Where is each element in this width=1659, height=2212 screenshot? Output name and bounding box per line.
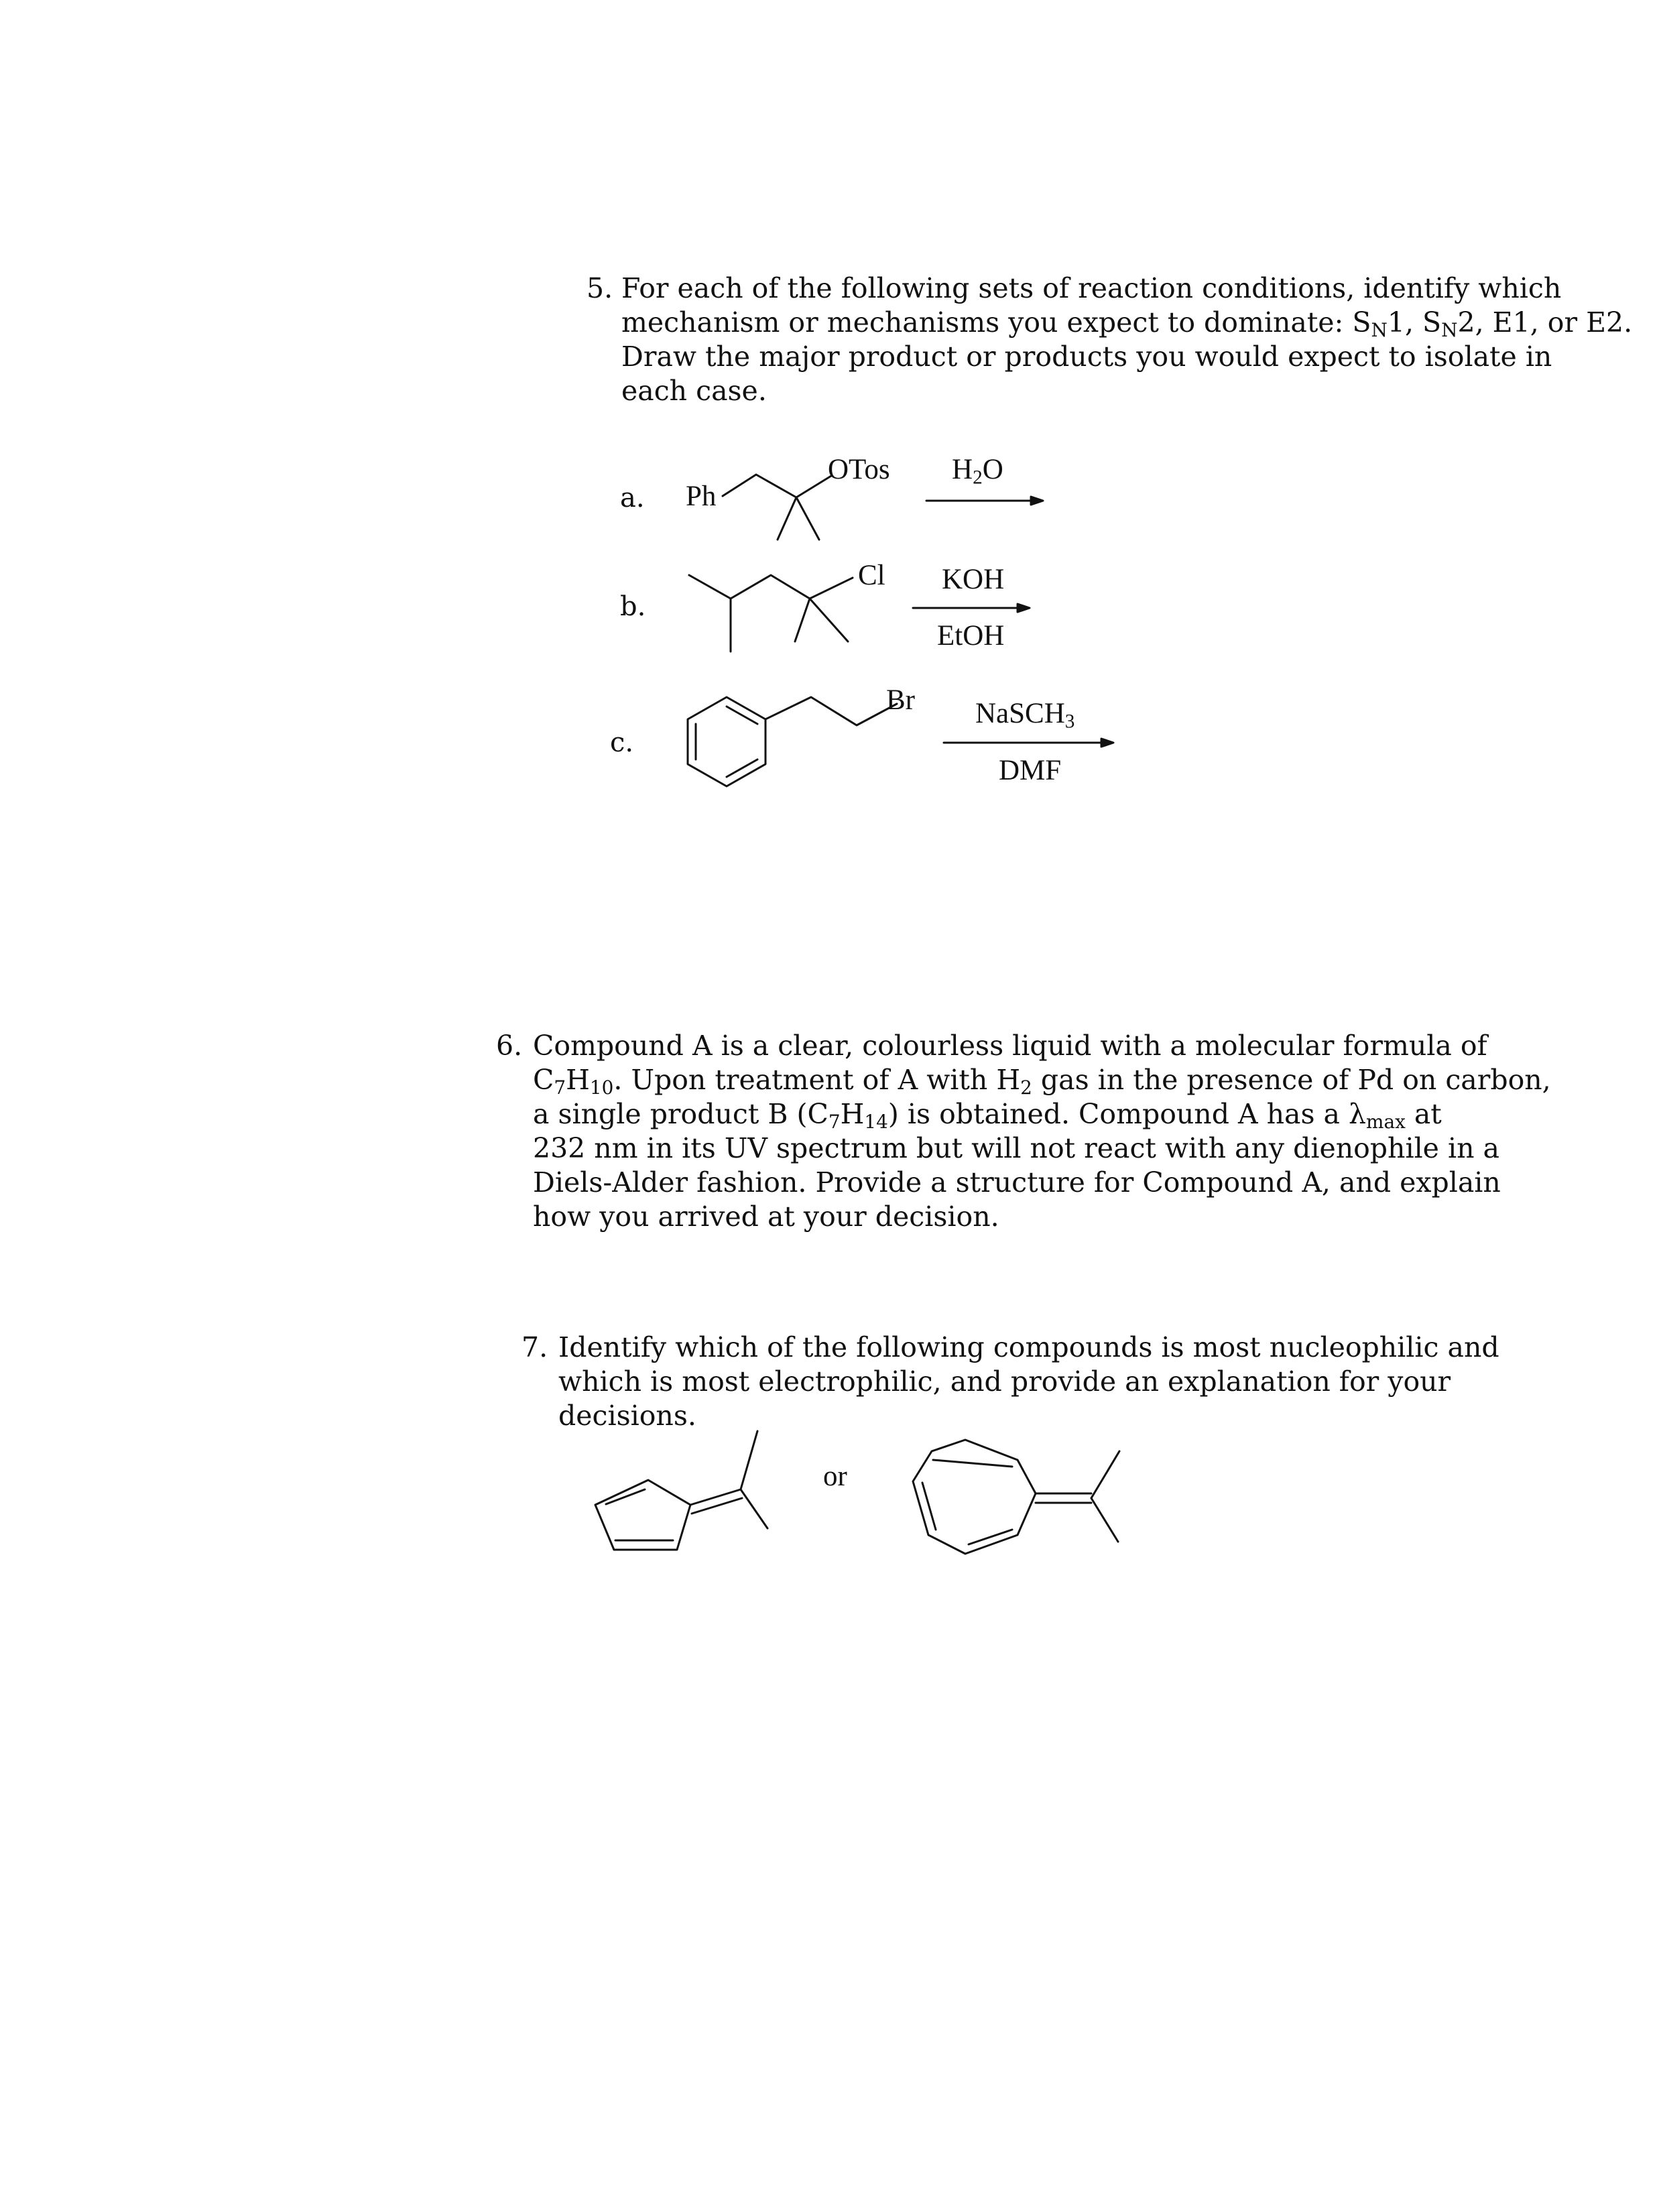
part-b-label: b. bbox=[620, 591, 646, 622]
reagent-water: $H_2O$ bbox=[952, 454, 1003, 489]
solvent-etoh: EtOH bbox=[937, 620, 1005, 652]
leaving-group-cl: Cl bbox=[858, 560, 885, 591]
or-connector: or bbox=[823, 1461, 847, 1492]
text-line: decisions. bbox=[558, 1400, 696, 1432]
leaving-group-br: Br bbox=[886, 684, 915, 716]
text-line: how you arrived at your decision. bbox=[533, 1201, 999, 1233]
text-line: Diels-Alder fashion. Provide a structure for Compound A, and explain bbox=[533, 1166, 1501, 1199]
question-number: 6. bbox=[496, 1030, 523, 1062]
text-line: 232 nm in its UV spectrum but will not react with any dienophile in a bbox=[533, 1132, 1499, 1164]
text-line: which is most electrophilic, and provide an explanation for your bbox=[558, 1365, 1451, 1398]
leaving-group-otos: OTos bbox=[828, 454, 890, 485]
text-line: each case. bbox=[621, 375, 767, 407]
text-line: Identify which of the following compounds is most nucleophilic and bbox=[558, 1331, 1499, 1363]
part-a-label: a. bbox=[620, 483, 645, 513]
text-line: mechanism or mechanisms you expect to dominate: $S_N1$, $S_N2$, E1, or E2. bbox=[621, 306, 1633, 341]
reagent-koh: KOH bbox=[942, 564, 1005, 595]
text-line: $C_7H_{10}$. Upon treatment of A with $H_2$ gas in the presence of Pd on carbon, bbox=[533, 1064, 1551, 1099]
text-line: Compound A is a clear, colourless liquid with a molecular formula of bbox=[533, 1030, 1487, 1062]
text-line: Draw the major product or products you would expect to isolate in bbox=[621, 341, 1552, 373]
substituent-ph: Ph bbox=[686, 481, 717, 512]
question-number: 5. bbox=[587, 272, 613, 304]
reagent-nasch3: NaSCH$_3$ bbox=[975, 698, 1075, 733]
solvent-dmf: DMF bbox=[999, 755, 1062, 786]
text-line: a single product B $(C_7H_{14})$ is obtained. Compound A has a $\lambda_{max}$ at bbox=[533, 1098, 1442, 1133]
text-line: For each of the following sets of reaction conditions, identify which bbox=[621, 272, 1562, 304]
part-c-label: c. bbox=[610, 727, 634, 758]
question-number: 7. bbox=[521, 1331, 548, 1363]
